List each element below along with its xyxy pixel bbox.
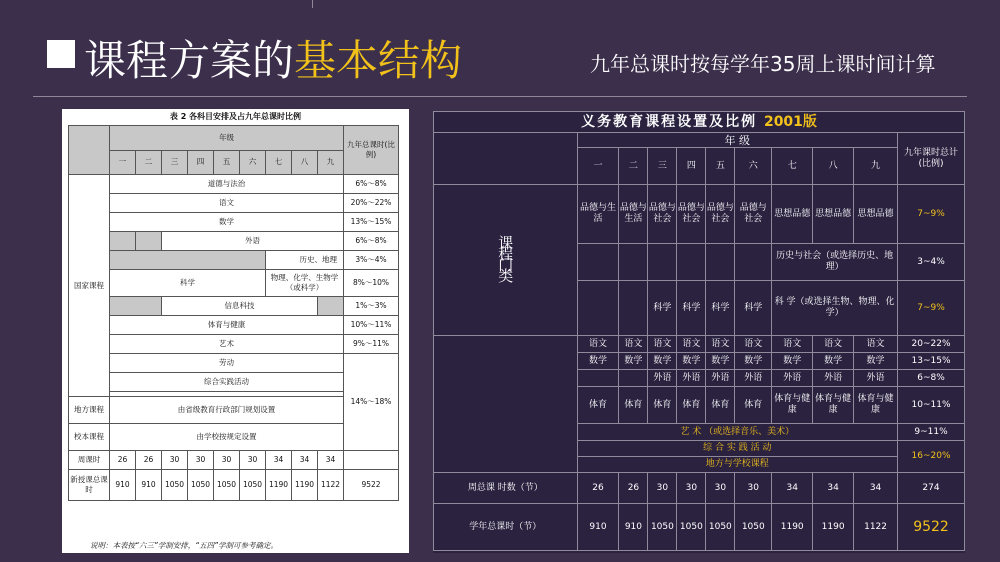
science-cell: 科学	[735, 281, 772, 336]
grade-cell: 二	[619, 148, 648, 185]
corner-cell	[69, 126, 110, 175]
chinese-cell: 语文	[619, 336, 648, 353]
math-cell: 数学	[772, 353, 813, 370]
empty-cell	[706, 244, 735, 281]
foreign-cell: 外语	[813, 370, 854, 387]
weekly-cell: 26	[577, 473, 619, 504]
math-cell: 数学	[813, 353, 854, 370]
subject-it: 信息科技	[162, 297, 318, 316]
ratio-cell: 6%～8%	[344, 175, 399, 194]
weekly-cell: 30	[162, 451, 188, 470]
ratio-cell: 16~20%	[898, 441, 965, 473]
weekly-total-cell: 274	[898, 473, 965, 504]
yearly-cell: 910	[136, 470, 162, 501]
empty-cell	[577, 281, 619, 336]
yearly-cell: 1190	[266, 470, 292, 501]
math-cell: 数学	[706, 353, 735, 370]
pe-cell: 体育	[706, 387, 735, 424]
yearly-cell: 1050	[188, 470, 214, 501]
moral-cell: 思想品德	[854, 185, 898, 244]
history-society-cell: 历史与社会（或选择历史、地理）	[772, 244, 898, 281]
yearly-cell: 1050	[677, 504, 706, 551]
total-header: 九年课时总计(比例)	[898, 133, 965, 185]
yearly-cell: 1190	[292, 470, 318, 501]
grade-header: 年 级	[577, 133, 897, 148]
weekly-cell: 34	[266, 451, 292, 470]
ratio-cell: 10~11%	[898, 387, 965, 424]
scanned-table-image	[62, 109, 409, 553]
empty-cell	[619, 281, 648, 336]
yearly-cell: 910	[110, 470, 136, 501]
weekly-label: 周总课 时数（节）	[434, 473, 578, 504]
moral-cell: 品德与社会	[706, 185, 735, 244]
yearly-total-cell: 9522	[898, 504, 965, 551]
curriculum-table-panel	[433, 111, 965, 553]
ratio-cell: 7~9%	[898, 281, 965, 336]
category-national: 国家课程	[69, 175, 110, 397]
weekly-cell: 26	[136, 451, 162, 470]
yearly-cell: 1050	[648, 504, 677, 551]
local-text: 由省级教育行政部门规划设置	[110, 397, 344, 424]
pe-high-cell: 体育与健康	[854, 387, 898, 424]
science-cell: 科学	[706, 281, 735, 336]
grade-cell: 五	[706, 148, 735, 185]
empty-cell	[577, 244, 619, 281]
school-text: 由学校按规定设置	[110, 424, 344, 451]
subject-math: 数学	[110, 213, 344, 232]
right-title-year: 2001版	[763, 113, 817, 130]
empty-cell	[577, 370, 619, 387]
header-divider	[33, 96, 967, 97]
yearly-cell: 910	[619, 504, 648, 551]
yearly-label: 新授课总课时	[69, 470, 110, 501]
ratio-cell: 1%～3%	[344, 297, 399, 316]
foreign-cell: 外语	[772, 370, 813, 387]
total-header: 九年总课时(比例)	[344, 126, 399, 175]
foreign-cell: 外语	[677, 370, 706, 387]
grade-cell: 九	[854, 148, 898, 185]
grade-cell: 六	[735, 148, 772, 185]
weekly-cell: 34	[813, 473, 854, 504]
yearly-cell: 1122	[318, 470, 344, 501]
math-cell: 数学	[854, 353, 898, 370]
moral-cell: 品德与生活	[619, 185, 648, 244]
yearly-cell: 1122	[854, 504, 898, 551]
yearly-label: 学年总课时（节）	[434, 504, 578, 551]
empty-grade-cell	[136, 232, 162, 251]
subject-pe: 体育与健康	[110, 316, 344, 335]
practice-row: 综 合 实 践 活 动	[577, 441, 897, 457]
ratio-cell: 14%～18%	[344, 354, 399, 451]
empty-cell	[619, 244, 648, 281]
ratio-cell: 20~22%	[898, 336, 965, 353]
weekly-total-cell	[344, 451, 399, 470]
chinese-cell: 语文	[577, 336, 619, 353]
subject-morality: 道德与法治	[110, 175, 344, 194]
yearly-cell: 1050	[162, 470, 188, 501]
foreign-cell: 外语	[648, 370, 677, 387]
right-curriculum-table	[433, 111, 965, 551]
yearly-cell: 1190	[813, 504, 854, 551]
ratio-cell: 7~9%	[898, 185, 965, 244]
page-title	[84, 28, 462, 88]
chinese-cell: 语文	[677, 336, 706, 353]
yearly-cell: 910	[577, 504, 619, 551]
grade-cell: 七	[772, 148, 813, 185]
grade-cell: 八	[292, 150, 318, 175]
subject-history-geo: 历史、地理	[266, 251, 344, 270]
chinese-cell: 语文	[706, 336, 735, 353]
empty-grade-cell	[110, 297, 162, 316]
science-cell: 科学	[677, 281, 706, 336]
category-local: 地方课程	[69, 397, 110, 424]
moral-cell: 思想品德	[772, 185, 813, 244]
local-school-row: 地方与学校课程	[577, 457, 897, 473]
category-label	[434, 185, 578, 336]
moral-cell: 思想品德	[813, 185, 854, 244]
empty-cell	[677, 244, 706, 281]
weekly-cell: 30	[735, 473, 772, 504]
chinese-cell: 语文	[813, 336, 854, 353]
math-cell: 数学	[735, 353, 772, 370]
yearly-cell: 1050	[706, 504, 735, 551]
title-highlight: 基本结构	[294, 36, 463, 85]
empty-cell	[735, 244, 772, 281]
top-tick	[312, 0, 313, 8]
empty-grade-cell	[110, 251, 266, 270]
grade-cell: 七	[266, 150, 292, 175]
page-subtitle: 九年总课时按每学年35周上课时间计算	[590, 52, 936, 76]
ratio-cell: 10%～11%	[344, 316, 399, 335]
foreign-cell: 外语	[735, 370, 772, 387]
ratio-cell: 20%～22%	[344, 194, 399, 213]
title-prefix: 课程方案的	[84, 36, 295, 85]
yearly-cell: 1050	[214, 470, 240, 501]
grade-cell: 三	[648, 148, 677, 185]
pe-cell: 体育	[577, 387, 619, 424]
foreign-cell: 外语	[706, 370, 735, 387]
yearly-cell: 1050	[735, 504, 772, 551]
left-table-caption: 表 2 各科目安排及占九年总课时比例	[169, 112, 302, 121]
grade-cell: 四	[677, 148, 706, 185]
foreign-cell: 外语	[854, 370, 898, 387]
pe-cell: 体育	[619, 387, 648, 424]
art-row: 艺 术 （或选择音乐、美术）	[577, 424, 897, 441]
empty-cell	[619, 370, 648, 387]
weekly-label: 周课时	[69, 451, 110, 470]
left-table-note: 说明：本表按“六三”学制安排，“五四”学制可参考确定。	[90, 541, 279, 550]
grade-cell: 二	[136, 150, 162, 175]
weekly-cell: 26	[110, 451, 136, 470]
grade-cell: 九	[318, 150, 344, 175]
subject-science: 科学	[110, 270, 266, 297]
yearly-cell: 1190	[772, 504, 813, 551]
science-cell: 科学	[648, 281, 677, 336]
pe-cell: 体育	[735, 387, 772, 424]
science-high-cell: 科 学（或选择生物、物理、化学）	[772, 281, 898, 336]
weekly-cell: 26	[619, 473, 648, 504]
chinese-cell: 语文	[648, 336, 677, 353]
subject-labor: 劳动	[110, 354, 344, 373]
math-cell: 数学	[677, 353, 706, 370]
moral-cell: 品德与社会	[677, 185, 706, 244]
subject-chinese: 语文	[110, 194, 344, 213]
weekly-cell: 30	[214, 451, 240, 470]
grade-cell: 四	[188, 150, 214, 175]
weekly-cell: 34	[854, 473, 898, 504]
weekly-cell: 34	[292, 451, 318, 470]
category-filler	[434, 336, 578, 473]
math-cell: 数学	[648, 353, 677, 370]
moral-cell: 品德与社会	[735, 185, 772, 244]
ratio-cell: 13%～15%	[344, 213, 399, 232]
math-cell: 数学	[577, 353, 619, 370]
ratio-cell: 3~4%	[898, 244, 965, 281]
math-cell: 数学	[619, 353, 648, 370]
title-bullet-icon	[47, 40, 75, 68]
grade-header: 年级	[110, 126, 344, 151]
grade-cell: 三	[162, 150, 188, 175]
grade-cell: 一	[577, 148, 619, 185]
ratio-cell: 8%～10%	[344, 270, 399, 297]
pe-cell: 体育	[648, 387, 677, 424]
subject-art: 艺术	[110, 335, 344, 354]
chinese-cell: 语文	[735, 336, 772, 353]
weekly-cell: 30	[240, 451, 266, 470]
grade-cell: 一	[110, 150, 136, 175]
ratio-cell: 9~11%	[898, 424, 965, 441]
weekly-cell: 30	[648, 473, 677, 504]
weekly-cell: 34	[772, 473, 813, 504]
chinese-cell: 语文	[854, 336, 898, 353]
corner-cell	[434, 133, 578, 185]
yearly-cell: 1050	[240, 470, 266, 501]
ratio-cell: 13~15%	[898, 353, 965, 370]
pe-high-cell: 体育与健康	[813, 387, 854, 424]
grade-cell: 六	[240, 150, 266, 175]
empty-cell	[648, 244, 677, 281]
weekly-cell: 30	[188, 451, 214, 470]
ratio-cell: 6%～8%	[344, 232, 399, 251]
subject-foreign: 外语	[162, 232, 344, 251]
ratio-cell: 9%～11%	[344, 335, 399, 354]
grade-cell: 五	[214, 150, 240, 175]
category-school: 校本课程	[69, 424, 110, 451]
ratio-cell: 6~8%	[898, 370, 965, 387]
subject-practice: 综合实践活动	[110, 373, 344, 392]
chinese-cell: 语文	[772, 336, 813, 353]
weekly-cell: 30	[706, 473, 735, 504]
moral-cell: 品德与社会	[648, 185, 677, 244]
category-text: 课程门类	[498, 234, 514, 285]
weekly-cell: 34	[318, 451, 344, 470]
weekly-cell: 30	[677, 473, 706, 504]
moral-cell: 品德与生活	[577, 185, 619, 244]
grade-cell: 八	[813, 148, 854, 185]
right-title-text: 义务教育课程设置及比例	[581, 113, 758, 130]
yearly-total-cell: 9522	[344, 470, 399, 501]
pe-high-cell: 体育与健康	[772, 387, 813, 424]
left-subject-table	[68, 125, 399, 501]
subject-phys-chem-bio: 物理、化学、生物学（或科学）	[266, 270, 344, 297]
ratio-cell: 3%～4%	[344, 251, 399, 270]
empty-grade-cell	[318, 297, 344, 316]
empty-grade-cell	[110, 232, 136, 251]
pe-cell: 体育	[677, 387, 706, 424]
right-table-title	[434, 112, 965, 133]
